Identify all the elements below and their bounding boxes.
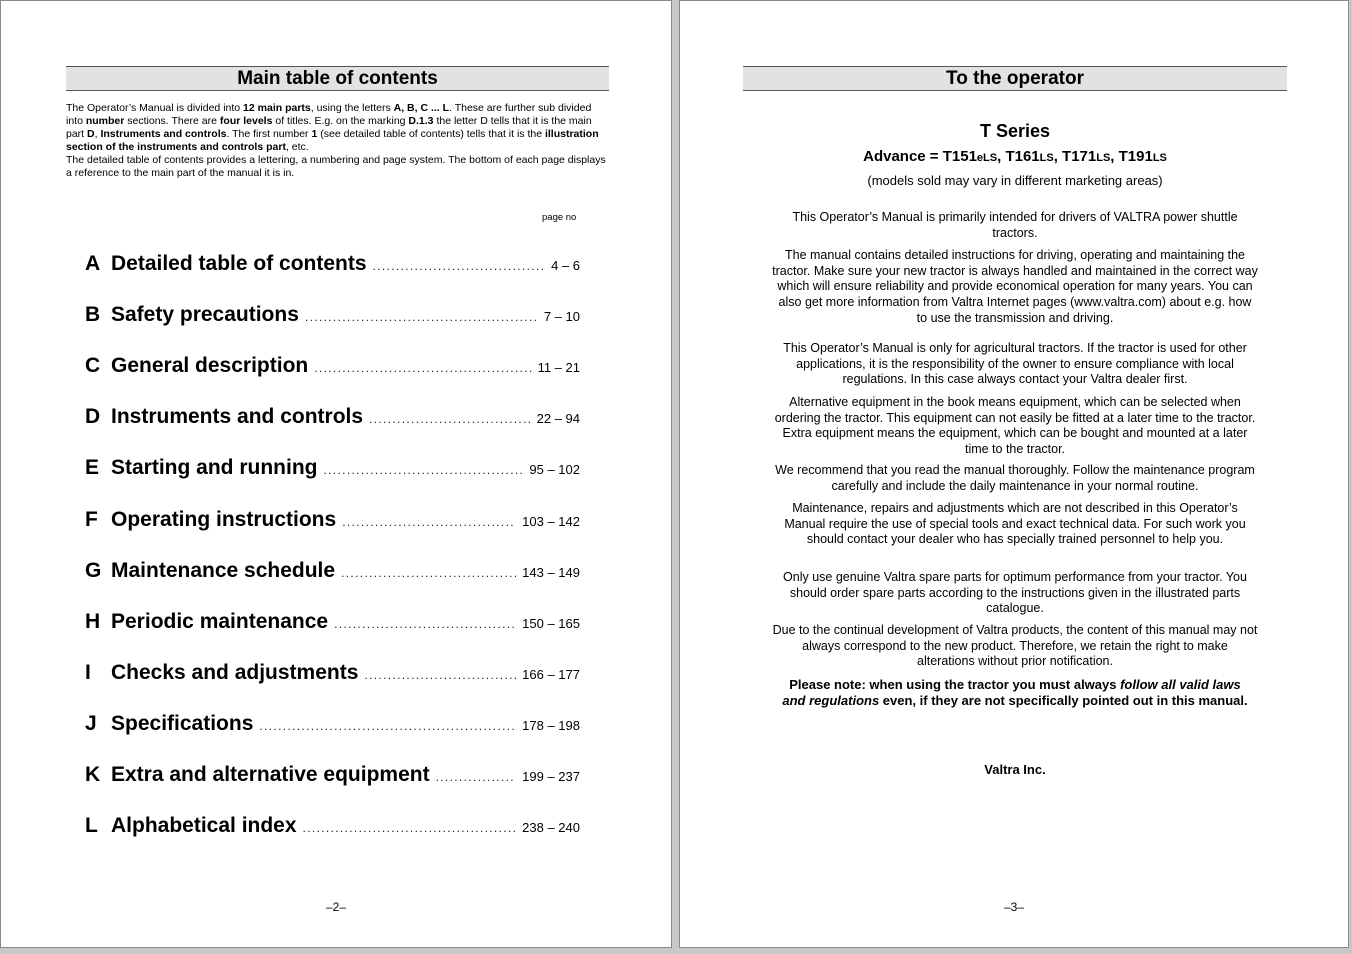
toc-letter: D [85,405,101,428]
toc-pages: 4 – 6 [551,258,580,273]
toc-title: Checks and adjustments [111,661,359,684]
toc-title: Alphabetical index [111,814,297,837]
paragraph: Only use genuine Valtra spare parts for optimum performance from your tractor. You should order spare parts according to the instructions given in the illustrated parts catalogue. [783,570,1247,616]
toc-letter: A [85,252,101,275]
dot-leader [436,770,517,784]
toc-pages: 7 – 10 [543,309,580,324]
dot-leader [342,515,516,529]
toc-pages: 166 – 177 [522,667,580,682]
paragraph: The manual contains detailed instructions for driving, operating and maintaining the tractor. Make sure your new tractor is always handled and maintained in the correct way which will ensure reliability and provide economical operation for many years. You can also get more information from Valtra Internet pages (www.valtra.com) about e.g. how to use the transmission and driving. [772,248,1258,325]
toc-row-f[interactable] [85,508,580,534]
toc-letter: E [85,456,100,479]
page-number: –2– [325,900,347,914]
toc-row-b[interactable] [85,303,580,329]
toc-letter: F [85,508,98,531]
toc-title: General description [111,354,309,377]
signature: Valtra Inc. [984,762,1046,777]
toc-letter: L [85,814,98,837]
dot-leader [373,259,546,273]
paragraph: Due to the continual development of Valtra products, the content of this manual may not always correspond to the new product. Therefore, we retain the right to make alterations without prior notification. [772,623,1258,669]
toc-pages: 150 – 165 [522,616,580,631]
toc-title: Starting and running [111,456,318,479]
toc-pages: 238 – 240 [522,820,580,835]
paragraph: We recommend that you read the manual thoroughly. Follow the maintenance program carefully and include the daily maintenance in your normal routine. [775,463,1255,493]
toc-pages: 143 – 149 [522,565,580,580]
toc-row-g[interactable] [85,559,580,585]
toc-row-l[interactable] [85,814,580,840]
toc-row-k[interactable] [85,763,580,789]
toc-pages: 103 – 142 [522,514,580,529]
paragraph: Alternative equipment in the book means equipment, which can be selected when ordering the tractor. This equipment can not easily be fitted at a later time to the tractor. Extra equipment means the equipment, which can be bought and mounted at a later time to the tractor. [774,395,1256,457]
paragraph: Maintenance, repairs and adjustments which are not described in this Operator’s Manual require the use of special tools and exact technical data. For such work you should contact your dealer who has specially trained personnel to help you. [784,501,1246,547]
toc-letter: I [85,661,91,684]
series-heading: T Series [979,121,1051,141]
toc-pages: 22 – 94 [536,411,580,426]
toc-row-h[interactable] [85,610,580,636]
dot-leader [323,463,523,477]
dot-leader [314,361,531,375]
right-page [679,0,1349,948]
toc-letter: K [85,763,101,786]
toc-title: Maintenance schedule [111,559,336,582]
toc-letter: H [85,610,101,633]
dot-leader [303,821,517,835]
dot-leader [259,719,516,733]
toc-row-e[interactable] [85,456,580,482]
page-title: Main table of contents [66,66,609,91]
toc-letter: G [85,559,102,582]
toc-letter: J [85,712,97,735]
toc-title: Detailed table of contents [111,252,367,275]
toc-title: Periodic maintenance [111,610,329,633]
toc-row-c[interactable] [85,354,580,380]
toc-title: Instruments and controls [111,405,364,428]
toc-letter: B [85,303,101,326]
dot-leader [305,310,538,324]
toc-pages: 199 – 237 [522,769,580,784]
dot-leader [341,566,516,580]
page-number: –3– [1003,900,1025,914]
intro-text: The Operator’s Manual is divided into 12 main parts, using the letters A, B, C ... L. These are further sub divided into number sections. There are four levels of titles. E.g. on the marking D.1.3 the letter D tells that it is the main part D, Instruments and controls. The first number 1 (see detailed table of contents) tells that it is the illustration section of the instruments and controls part, etc. The detailed table of contents provides a lettering, a numbering and page system. The bottom of each page displays a reference to the main part of the manual it is in. [66,102,606,179]
dot-leader [334,617,516,631]
toc-row-i[interactable] [85,661,580,687]
toc-row-d[interactable] [85,405,580,431]
marketing-note: (models sold may vary in different marketing areas) [867,173,1163,188]
dot-leader [364,668,516,682]
left-page [0,0,672,948]
models-line: Advance = T151eLS, T161LS, T171LS, T191LS [863,148,1167,165]
toc-pages: 95 – 102 [529,462,580,477]
toc-title: Safety precautions [111,303,299,326]
page-title: To the operator [743,66,1287,91]
toc-pages: 11 – 21 [537,360,580,375]
toc-title: Specifications [111,712,254,735]
page-no-label: page no [542,212,577,223]
paragraph: This Operator’s Manual is only for agricultural tractors. If the tractor is used for other applications, it is the responsibility of the owner to ensure compliance with local regulations. In this case always contact your Valtra dealer first. [783,341,1247,387]
toc-title: Operating instructions [111,508,337,531]
toc-letter: C [85,354,101,377]
toc-row-j[interactable] [85,712,580,738]
paragraph: This Operator’s Manual is primarily intended for drivers of VALTRA power shuttle tractors. [792,210,1238,240]
legal-note: Please note: when using the tractor you must always follow all valid laws and regulations even, if they are not specifically pointed out in this manual. [782,677,1248,708]
toc-row-a[interactable] [85,252,580,278]
toc-title: Extra and alternative equipment [111,763,430,786]
toc-pages: 178 – 198 [522,718,580,733]
dot-leader [369,412,531,426]
